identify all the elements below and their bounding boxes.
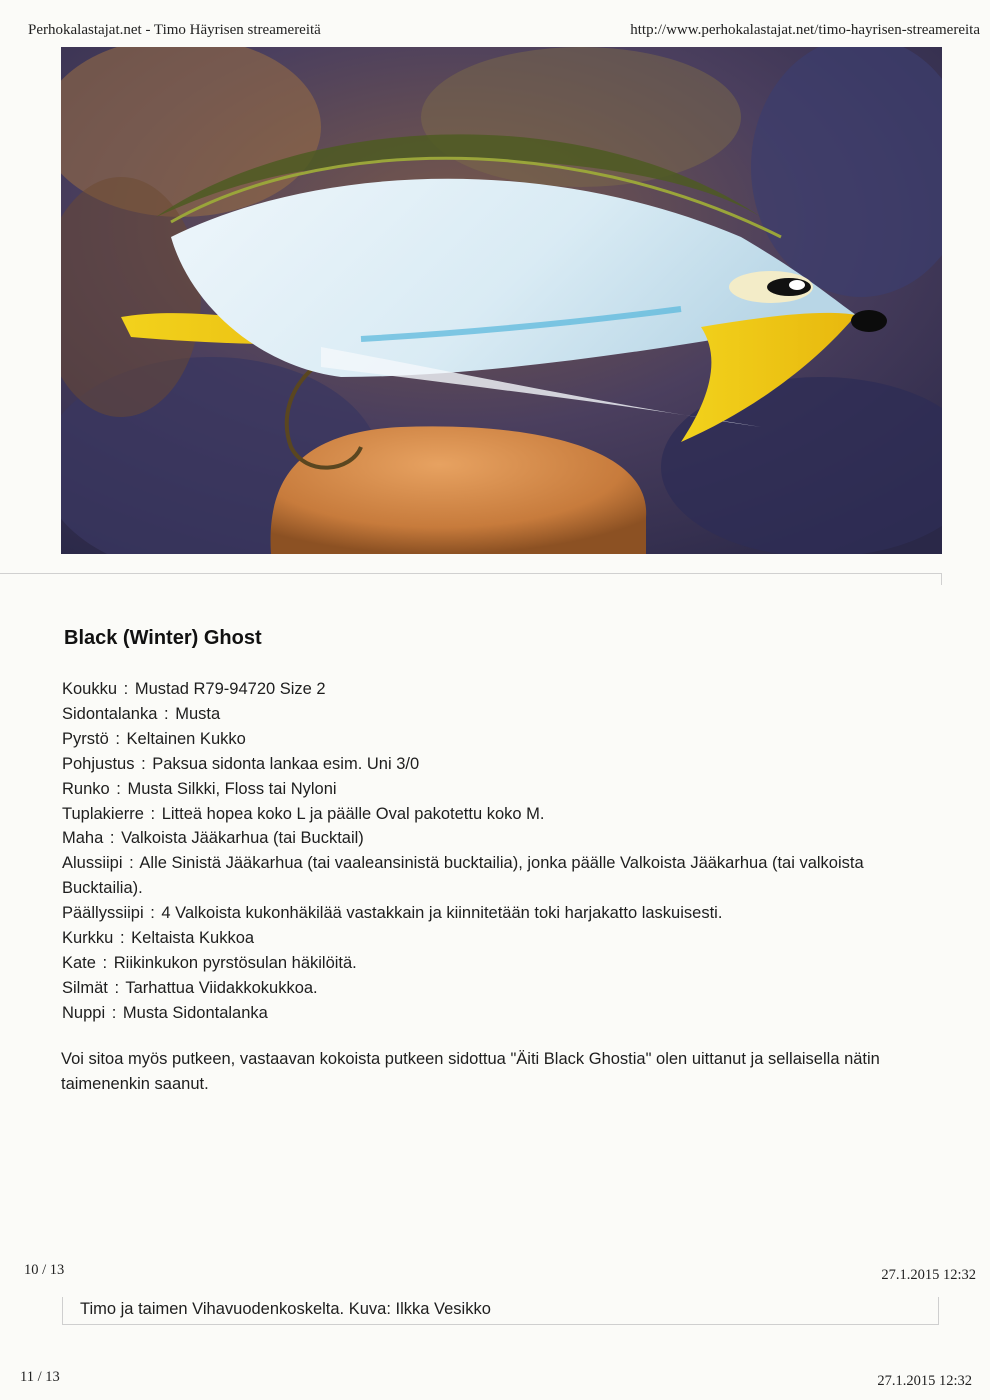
spec-label: Päällyssiipi	[62, 904, 144, 923]
spec-row-paallyssiipi	[62, 901, 942, 926]
spec-label: Nuppi	[62, 1003, 106, 1022]
spec-row-maha	[62, 826, 942, 851]
spec-label: Silmät	[62, 978, 108, 997]
article-title: Black (Winter) Ghost	[64, 627, 262, 649]
spec-value: Keltainen Kukko	[126, 729, 246, 748]
spec-row-kurkku	[62, 926, 942, 951]
spec-label: Pyrstö	[62, 729, 109, 748]
spec-separator: :	[123, 680, 129, 698]
article-note: Voi sitoa myös putkeen, vastaavan kokoista putkeen sidottua "Äiti Black Ghostia" olen uittanut ja sellaisella nätin taimenenkin saanut.	[61, 1050, 880, 1093]
header-site-title: Perhokalastajat.net - Timo Häyrisen streamereitä	[28, 22, 321, 38]
spec-separator: :	[109, 829, 115, 848]
spec-row-alussiipi	[62, 851, 942, 901]
spec-separator: :	[116, 779, 121, 798]
header-url: http://www.perhokalastajat.net/timo-hayrisen-streamereita	[630, 22, 980, 38]
spec-row-silmat	[62, 976, 942, 1001]
spec-value: Keltaista Kukkoa	[131, 929, 255, 948]
spec-row-pohjustus	[62, 752, 942, 777]
spec-value: Alle Sinistä Jääkarhua (tai vaaleansinistä bucktailia), jonka päälle Valkoista Jääkarhua (tai valkoista Bucktailia).	[62, 854, 864, 898]
spec-label: Kurkku	[62, 929, 114, 948]
spec-label: Maha	[62, 829, 104, 848]
fly-photo	[61, 47, 942, 554]
photo-caption: Timo ja taimen Vihavuodenkoskelta. Kuva: Ilkka Vesikko	[80, 1300, 491, 1318]
spec-value: Musta Sidontalanka	[122, 1003, 268, 1022]
page-number: 11 / 13	[20, 1369, 60, 1385]
print-datetime: 27.1.2015 12:32	[881, 1267, 976, 1283]
spec-separator: :	[115, 729, 120, 748]
spec-label: Alussiipi	[62, 854, 123, 873]
spec-separator: :	[129, 854, 134, 873]
spec-value: Valkoista Jääkarhua (tai Bucktail)	[121, 829, 364, 848]
print-datetime: 27.1.2015 12:32	[877, 1373, 972, 1389]
spec-value: Riikinkukon pyrstösulan häkilöitä.	[113, 953, 357, 972]
spec-row-tuplakierre	[62, 802, 942, 827]
section-divider	[0, 573, 942, 574]
spec-separator: :	[111, 1003, 117, 1022]
spec-row-kate	[62, 951, 942, 976]
spec-value: Musta Silkki, Floss tai Nyloni	[127, 779, 337, 798]
spec-row-sidontalanka	[62, 702, 942, 727]
spec-separator: :	[119, 929, 125, 948]
spec-label: Sidontalanka	[62, 704, 158, 723]
spec-value: Tarhattua Viidakkokukkoa.	[125, 978, 318, 997]
spec-separator: :	[150, 904, 155, 923]
section-divider	[941, 573, 942, 585]
spec-value: Mustad R79-94720 Size 2	[134, 680, 326, 698]
spec-label: Tuplakierre	[62, 804, 144, 823]
spec-list	[62, 677, 942, 1026]
spec-label: Koukku	[62, 680, 118, 698]
spec-separator: :	[114, 978, 120, 997]
spec-row-koukku	[62, 677, 942, 702]
spec-label: Kate	[62, 953, 96, 972]
spec-row-pyrsto	[62, 727, 942, 752]
spec-separator: :	[141, 754, 146, 773]
spec-separator: :	[164, 704, 169, 723]
spec-value: Paksua sidonta lankaa esim. Uni 3/0	[152, 754, 420, 773]
page-number: 10 / 13	[24, 1262, 65, 1278]
spec-separator: :	[102, 953, 108, 972]
spec-row-nuppi	[62, 1001, 942, 1026]
spec-value: Musta	[175, 704, 221, 723]
spec-value: Litteä hopea koko L ja päälle Oval pakotettu koko M.	[161, 804, 545, 823]
spec-separator: :	[150, 804, 156, 823]
spec-row-runko	[62, 777, 942, 802]
spec-label: Pohjustus	[62, 754, 135, 773]
spec-label: Runko	[62, 779, 110, 798]
spec-value: 4 Valkoista kukonhäkilää vastakkain ja kiinnitetään toki harjakatto laskuisesti.	[161, 904, 723, 923]
